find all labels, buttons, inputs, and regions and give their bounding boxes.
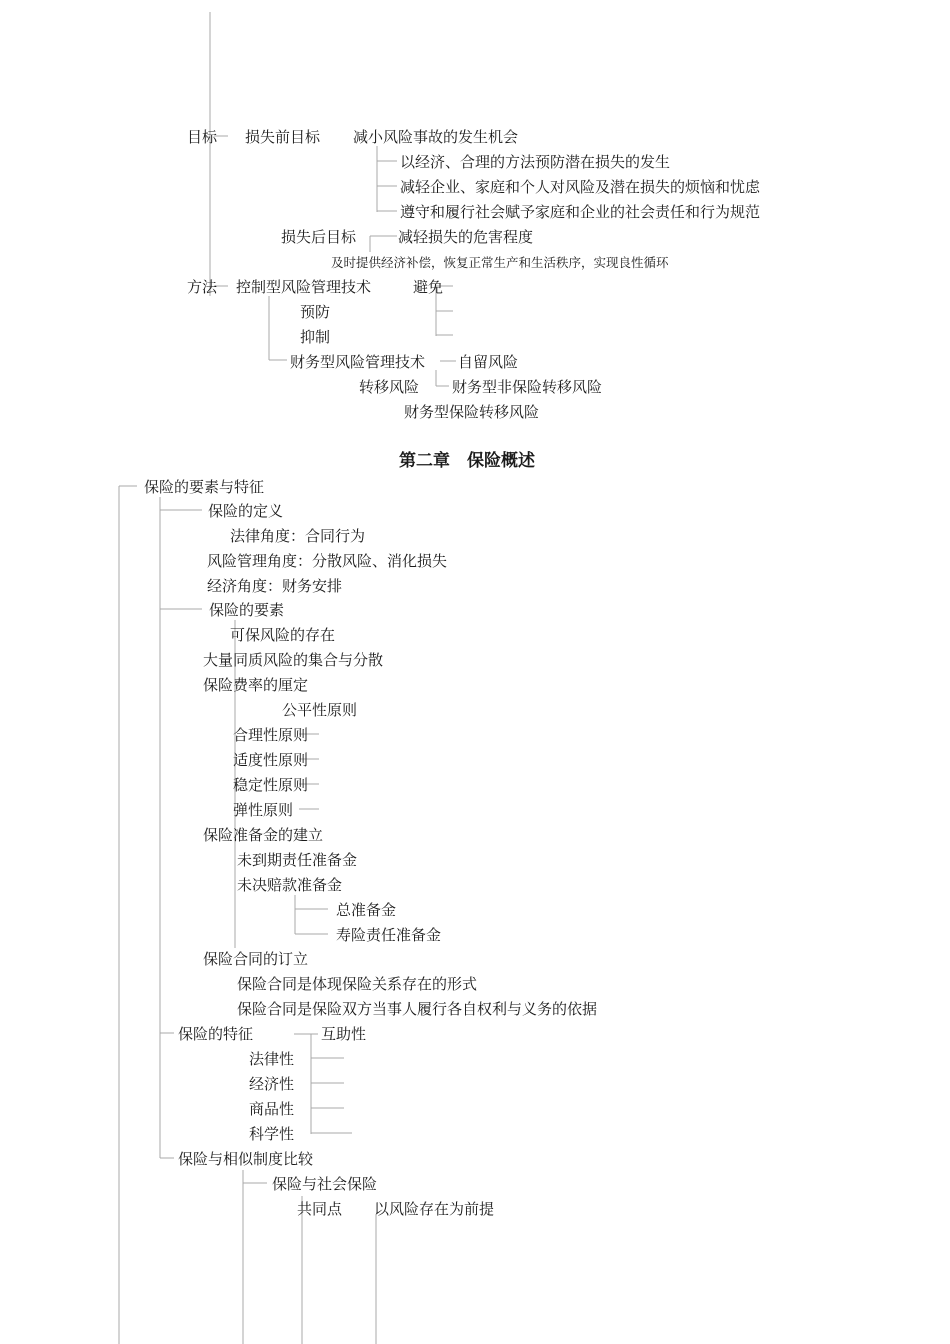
definition-item: 经济角度：财务安排	[207, 577, 343, 595]
definition-label: 保险的定义	[208, 502, 284, 520]
reserve-item: 寿险责任准备金	[336, 926, 442, 944]
elements-label: 保险的要素	[209, 601, 285, 619]
transfer-item: 财务型保险转移风险	[404, 403, 540, 421]
common-point-item: 以风险存在为前提	[374, 1200, 495, 1218]
feature-item: 科学性	[249, 1125, 295, 1143]
contract-item: 保险合同是体现保险关系存在的形式	[237, 975, 478, 993]
feature-item: 法律性	[249, 1050, 295, 1068]
definition-item: 法律角度：合同行为	[230, 527, 366, 545]
method-label: 方法	[187, 278, 218, 296]
goal-label: 目标	[187, 128, 218, 146]
feature-item: 互助性	[321, 1025, 367, 1043]
insurable-risk: 可保风险的存在	[230, 626, 336, 644]
pre-loss-item: 减小风险事故的发生机会	[353, 128, 519, 146]
transfer-risk: 转移风险	[359, 378, 420, 396]
elements-features-label: 保险的要素与特征	[144, 478, 265, 496]
features-label: 保险的特征	[178, 1025, 254, 1043]
transfer-item: 财务型非保险转移风险	[452, 378, 603, 396]
rate-principle: 适度性原则	[233, 751, 309, 769]
definition-item: 风险管理角度：分散风险、消化损失	[207, 552, 448, 570]
pre-loss-item: 减轻企业、家庭和个人对风险及潜在损失的烦恼和忧虑	[400, 178, 761, 196]
post-loss-goal-label: 损失后目标	[281, 228, 357, 246]
rate-principle: 公平性原则	[282, 701, 358, 719]
control-item: 预防	[300, 303, 331, 321]
reserve-label: 保险准备金的建立	[203, 826, 324, 844]
chapter-title: 第二章 保险概述	[399, 451, 535, 471]
retain-risk: 自留风险	[458, 353, 519, 371]
feature-item: 经济性	[249, 1075, 295, 1093]
control-item: 抑制	[300, 328, 331, 346]
pre-loss-goal-label: 损失前目标	[245, 128, 321, 146]
risk-pooling: 大量同质风险的集合与分散	[203, 651, 384, 669]
rate-principle: 合理性原则	[233, 726, 309, 744]
reserve-item: 未决赔款准备金	[237, 876, 343, 894]
premium-rate-label: 保险费率的厘定	[203, 676, 309, 694]
reserve-item: 未到期责任准备金	[237, 851, 358, 869]
contract-label: 保险合同的订立	[203, 950, 309, 968]
control-tech-label: 控制型风险管理技术	[236, 278, 372, 296]
pre-loss-item: 遵守和履行社会赋予家庭和企业的社会责任和行为规范	[400, 203, 761, 221]
post-loss-item: 减轻损失的危害程度	[398, 228, 534, 246]
post-loss-item: 及时提供经济补偿，恢复正常生产和生活秩序，实现良性循环	[331, 255, 669, 270]
rate-principle: 稳定性原则	[233, 776, 309, 794]
comparison-label: 保险与相似制度比较	[178, 1150, 314, 1168]
pre-loss-item: 以经济、合理的方法预防潜在损失的发生	[400, 153, 671, 171]
rate-principle: 弹性原则	[233, 801, 294, 819]
social-insurance-label: 保险与社会保险	[272, 1175, 378, 1193]
contract-item: 保险合同是保险双方当事人履行各自权利与义务的依据	[237, 1000, 598, 1018]
common-points-label: 共同点	[297, 1200, 343, 1218]
feature-item: 商品性	[249, 1100, 295, 1118]
reserve-item: 总准备金	[336, 901, 397, 919]
finance-tech-label: 财务型风险管理技术	[290, 353, 426, 371]
control-item: 避免	[413, 278, 444, 296]
